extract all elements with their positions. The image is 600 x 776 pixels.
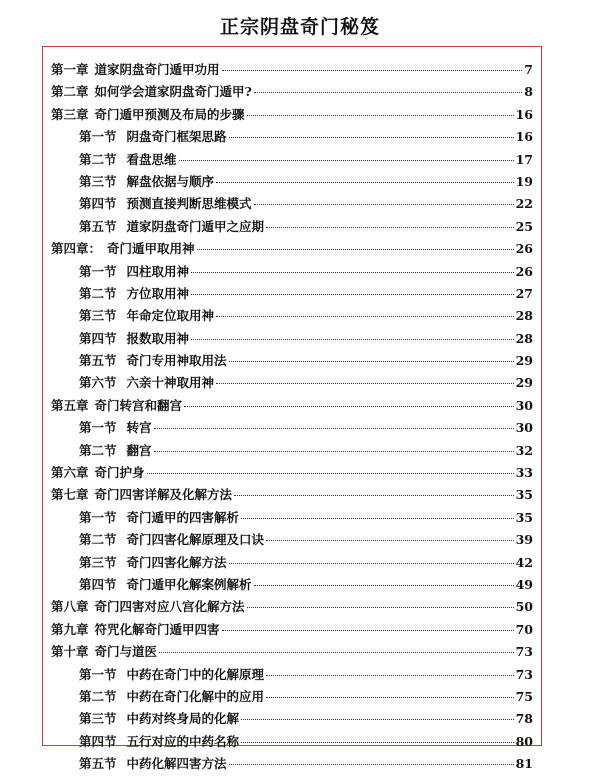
toc-dot-leader (222, 630, 514, 631)
toc-chapter-entry (51, 59, 533, 81)
toc-entry-label (79, 149, 177, 171)
toc-entry-number: 第二章 (51, 84, 89, 100)
toc-dot-leader (241, 719, 514, 720)
toc-entry-title: 中药在奇门化解中的应用 (126, 688, 265, 704)
toc-entry-number: 第三节 (79, 554, 117, 570)
toc-page-number: 16 (515, 129, 533, 145)
page-title: 正宗阴盘奇门秘笈 (219, 16, 380, 38)
toc-entry-label (79, 171, 214, 193)
toc-dot-leader (254, 585, 514, 586)
toc-entry-number: 第一节 (79, 509, 117, 525)
toc-entry-label (79, 574, 252, 596)
toc-entry-label (79, 328, 189, 350)
toc-entry-label (79, 686, 264, 708)
toc-section-entry (51, 350, 533, 372)
toc-dot-leader (254, 204, 514, 205)
toc-dot-leader (147, 473, 514, 474)
toc-entry-label (51, 59, 220, 81)
toc-page-number: 8 (524, 84, 533, 100)
toc-page-number: 26 (515, 263, 533, 279)
toc-entry-number: 第九章 (51, 621, 89, 637)
toc-section-entry (51, 372, 533, 394)
toc-entry-label (79, 664, 264, 686)
toc-dot-leader (229, 764, 514, 765)
toc-entry-label (79, 417, 152, 439)
toc-dot-leader (191, 339, 514, 340)
toc-entry-title: 奇门专用神取用法 (126, 353, 227, 369)
toc-entry-number: 第四节 (79, 330, 117, 346)
toc-entry-number: 第一节 (79, 129, 117, 145)
toc-page-number: 19 (515, 173, 533, 189)
toc-section-entry (51, 686, 533, 708)
toc-entry-number: 第二节 (79, 688, 117, 704)
toc-dot-leader (154, 451, 514, 452)
toc-dot-leader (234, 495, 514, 496)
toc-dot-leader (154, 428, 514, 429)
toc-list (51, 59, 533, 776)
toc-entry-label (51, 81, 252, 103)
toc-entry-title: 方位取用神 (126, 285, 190, 301)
toc-page-number: 73 (515, 666, 533, 682)
toc-page-number: 50 (515, 599, 533, 615)
toc-entry-title: 五行对应的中药名称 (126, 733, 240, 749)
toc-entry-label (51, 641, 157, 663)
toc-section-entry (51, 440, 533, 462)
toc-entry-label (79, 126, 227, 148)
toc-section-entry (51, 216, 533, 238)
toc-entry-number: 第三节 (79, 711, 117, 727)
toc-page-number: 30 (515, 420, 533, 436)
toc-section-entry (51, 126, 533, 148)
toc-page-number: 16 (515, 106, 533, 122)
toc-dot-leader (247, 115, 514, 116)
toc-section-entry (51, 328, 533, 350)
toc-section-entry (51, 708, 533, 730)
toc-section-entry (51, 417, 533, 439)
toc-entry-label (51, 238, 195, 260)
toc-section-entry (51, 283, 533, 305)
toc-section-entry (51, 507, 533, 529)
toc-entry-number: 第四节 (79, 733, 117, 749)
toc-entry-label (79, 305, 214, 327)
toc-entry-number: 第二节 (79, 285, 117, 301)
toc-page-number: 39 (515, 532, 533, 548)
toc-entry-number: 第三节 (79, 308, 117, 324)
toc-chapter-entry (51, 641, 533, 663)
toc-entry-number: 第六章 (51, 465, 89, 481)
toc-chapter-entry (51, 238, 533, 260)
toc-page-number: 30 (515, 397, 533, 413)
toc-entry-label (79, 193, 252, 215)
table-of-contents (42, 46, 542, 772)
toc-entry-title: 奇门转宫和翻宫 (94, 397, 183, 413)
toc-entry-title: 奇门四害化解方法 (126, 554, 227, 570)
toc-entry-number: 第一节 (79, 420, 117, 436)
toc-dot-leader (266, 227, 514, 228)
toc-section-entry (51, 664, 533, 686)
toc-dot-leader (197, 249, 514, 250)
toc-page-number: 80 (515, 733, 533, 749)
toc-page-number: 42 (515, 554, 533, 570)
toc-entry-number: 第二节 (79, 532, 117, 548)
toc-entry-label (79, 261, 189, 283)
toc-dot-leader (222, 70, 523, 71)
toc-entry-label (79, 216, 264, 238)
toc-page-number: 75 (515, 688, 533, 704)
toc-chapter-entry (51, 596, 533, 618)
toc-dot-leader (191, 272, 514, 273)
toc-entry-label (79, 440, 152, 462)
toc-dot-leader (266, 675, 514, 676)
toc-entry-number: 第四章： (51, 241, 102, 257)
toc-entry-number: 第三章 (51, 106, 89, 122)
toc-page-number: 25 (515, 218, 533, 234)
toc-dot-leader (229, 361, 514, 362)
toc-entry-number: 第一节 (79, 263, 117, 279)
toc-entry-label (79, 350, 227, 372)
toc-entry-title: 奇门遁甲的四害解析 (126, 509, 240, 525)
toc-entry-label (79, 372, 214, 394)
toc-entry-number: 第四节 (79, 576, 117, 592)
toc-chapter-entry (51, 462, 533, 484)
toc-entry-title: 奇门护身 (94, 465, 145, 481)
toc-entry-number: 第五节 (79, 756, 117, 772)
toc-dot-leader (179, 160, 514, 161)
toc-entry-label (79, 753, 227, 775)
toc-chapter-entry (51, 81, 533, 103)
toc-entry-title: 中药对终身局的化解 (126, 711, 240, 727)
toc-dot-leader (229, 137, 514, 138)
toc-chapter-entry (51, 619, 533, 641)
toc-entry-title: 奇门遁甲取用神 (107, 241, 195, 257)
toc-entry-title: 奇门遁甲预测及布局的步骤 (94, 106, 245, 122)
toc-dot-leader (266, 540, 514, 541)
toc-dot-leader (159, 652, 514, 653)
toc-entry-title: 中药化解四害方法 (126, 756, 227, 772)
toc-entry-title: 解盘依据与顺序 (126, 173, 215, 189)
toc-entry-title: 中药在奇门中的化解原理 (126, 666, 265, 682)
toc-entry-number: 第一章 (51, 62, 89, 77)
toc-page-number: 73 (515, 644, 533, 660)
toc-dot-leader (216, 182, 514, 183)
toc-page-number: 27 (515, 285, 533, 301)
toc-section-entry (51, 529, 533, 551)
toc-entry-title: 符咒化解奇门遁甲四害 (94, 621, 220, 637)
toc-entry-label (51, 619, 220, 641)
toc-entry-number: 第二节 (79, 442, 117, 458)
toc-entry-title: 奇门四害化解原理及口诀 (126, 532, 265, 548)
toc-entry-title: 奇门四害对应八宫化解方法 (94, 599, 245, 615)
toc-page-number: 81 (515, 756, 533, 772)
toc-entry-number: 第四节 (79, 196, 117, 212)
toc-dot-leader (266, 697, 514, 698)
toc-section-entry (51, 552, 533, 574)
toc-dot-leader (241, 742, 514, 743)
toc-entry-title: 转宫 (126, 420, 152, 436)
toc-page-number: 26 (515, 241, 533, 257)
toc-entry-label (79, 552, 227, 574)
toc-section-entry (51, 753, 533, 775)
toc-page-number: 28 (515, 308, 533, 324)
toc-section-entry (51, 193, 533, 215)
toc-entry-title: 奇门四害详解及化解方法 (94, 487, 233, 503)
toc-entry-number: 第七章 (51, 487, 89, 503)
toc-page-number: 7 (524, 62, 533, 77)
toc-dot-leader (216, 316, 514, 317)
toc-entry-number: 第二节 (79, 151, 117, 167)
toc-entry-label (51, 395, 182, 417)
toc-section-entry (51, 171, 533, 193)
toc-entry-title: 四柱取用神 (126, 263, 190, 279)
toc-entry-number: 第六节 (79, 375, 117, 391)
toc-entry-title: 报数取用神 (126, 330, 190, 346)
toc-entry-number: 第十章 (51, 644, 89, 660)
toc-section-entry (51, 261, 533, 283)
toc-entry-number: 第一节 (79, 666, 117, 682)
toc-entry-label (79, 731, 239, 753)
toc-entry-number: 第五节 (79, 218, 117, 234)
toc-entry-label (79, 529, 264, 551)
toc-entry-number: 第五章 (51, 397, 89, 413)
toc-page-number: 32 (515, 442, 533, 458)
toc-page-number: 35 (515, 509, 533, 525)
toc-page-number: 35 (515, 487, 533, 503)
toc-entry-label (79, 708, 239, 730)
toc-page-number: 28 (515, 330, 533, 346)
toc-dot-leader (216, 383, 514, 384)
toc-chapter-entry (51, 395, 533, 417)
toc-entry-label (51, 462, 145, 484)
toc-page-number: 33 (515, 465, 533, 481)
toc-entry-number: 第三节 (79, 173, 117, 189)
toc-page-number: 70 (515, 621, 533, 637)
toc-dot-leader (254, 92, 522, 93)
toc-chapter-entry (51, 484, 533, 506)
toc-page-number: 29 (515, 375, 533, 391)
toc-entry-title: 翻宫 (126, 442, 152, 458)
toc-section-entry (51, 305, 533, 327)
toc-entry-title: 道家阴盘奇门遁甲功用 (94, 62, 220, 77)
toc-page-number: 22 (515, 196, 533, 212)
toc-dot-leader (241, 518, 514, 519)
toc-entry-title: 奇门遁甲化解案例解析 (126, 576, 252, 592)
toc-entry-number: 第五节 (79, 353, 117, 369)
toc-chapter-entry (51, 104, 533, 126)
toc-entry-title: 如何学会道家阴盘奇门遁甲? (94, 84, 252, 100)
toc-section-entry (51, 574, 533, 596)
toc-dot-leader (229, 563, 514, 564)
toc-entry-label (51, 104, 245, 126)
toc-entry-number: 第八章 (51, 599, 89, 615)
toc-page-number: 17 (515, 151, 533, 167)
toc-page-number: 78 (515, 711, 533, 727)
toc-dot-leader (184, 406, 514, 407)
toc-section-entry (51, 149, 533, 171)
toc-entry-title: 预测直接判断思维模式 (126, 196, 252, 212)
toc-entry-label (51, 484, 232, 506)
toc-entry-label (51, 596, 245, 618)
toc-dot-leader (191, 294, 514, 295)
toc-entry-label (79, 283, 189, 305)
toc-section-entry (51, 731, 533, 753)
toc-entry-title: 年命定位取用神 (126, 308, 215, 324)
toc-entry-title: 道家阴盘奇门遁甲之应期 (126, 218, 265, 234)
toc-page-number: 49 (515, 576, 533, 592)
toc-entry-title: 阴盘奇门框架思路 (126, 129, 227, 145)
toc-entry-label (79, 507, 239, 529)
toc-entry-title: 六亲十神取用神 (126, 375, 215, 391)
toc-page-number: 29 (515, 353, 533, 369)
toc-entry-title: 奇门与道医 (94, 644, 158, 660)
toc-dot-leader (247, 607, 514, 608)
toc-entry-title: 看盘思维 (126, 151, 177, 167)
